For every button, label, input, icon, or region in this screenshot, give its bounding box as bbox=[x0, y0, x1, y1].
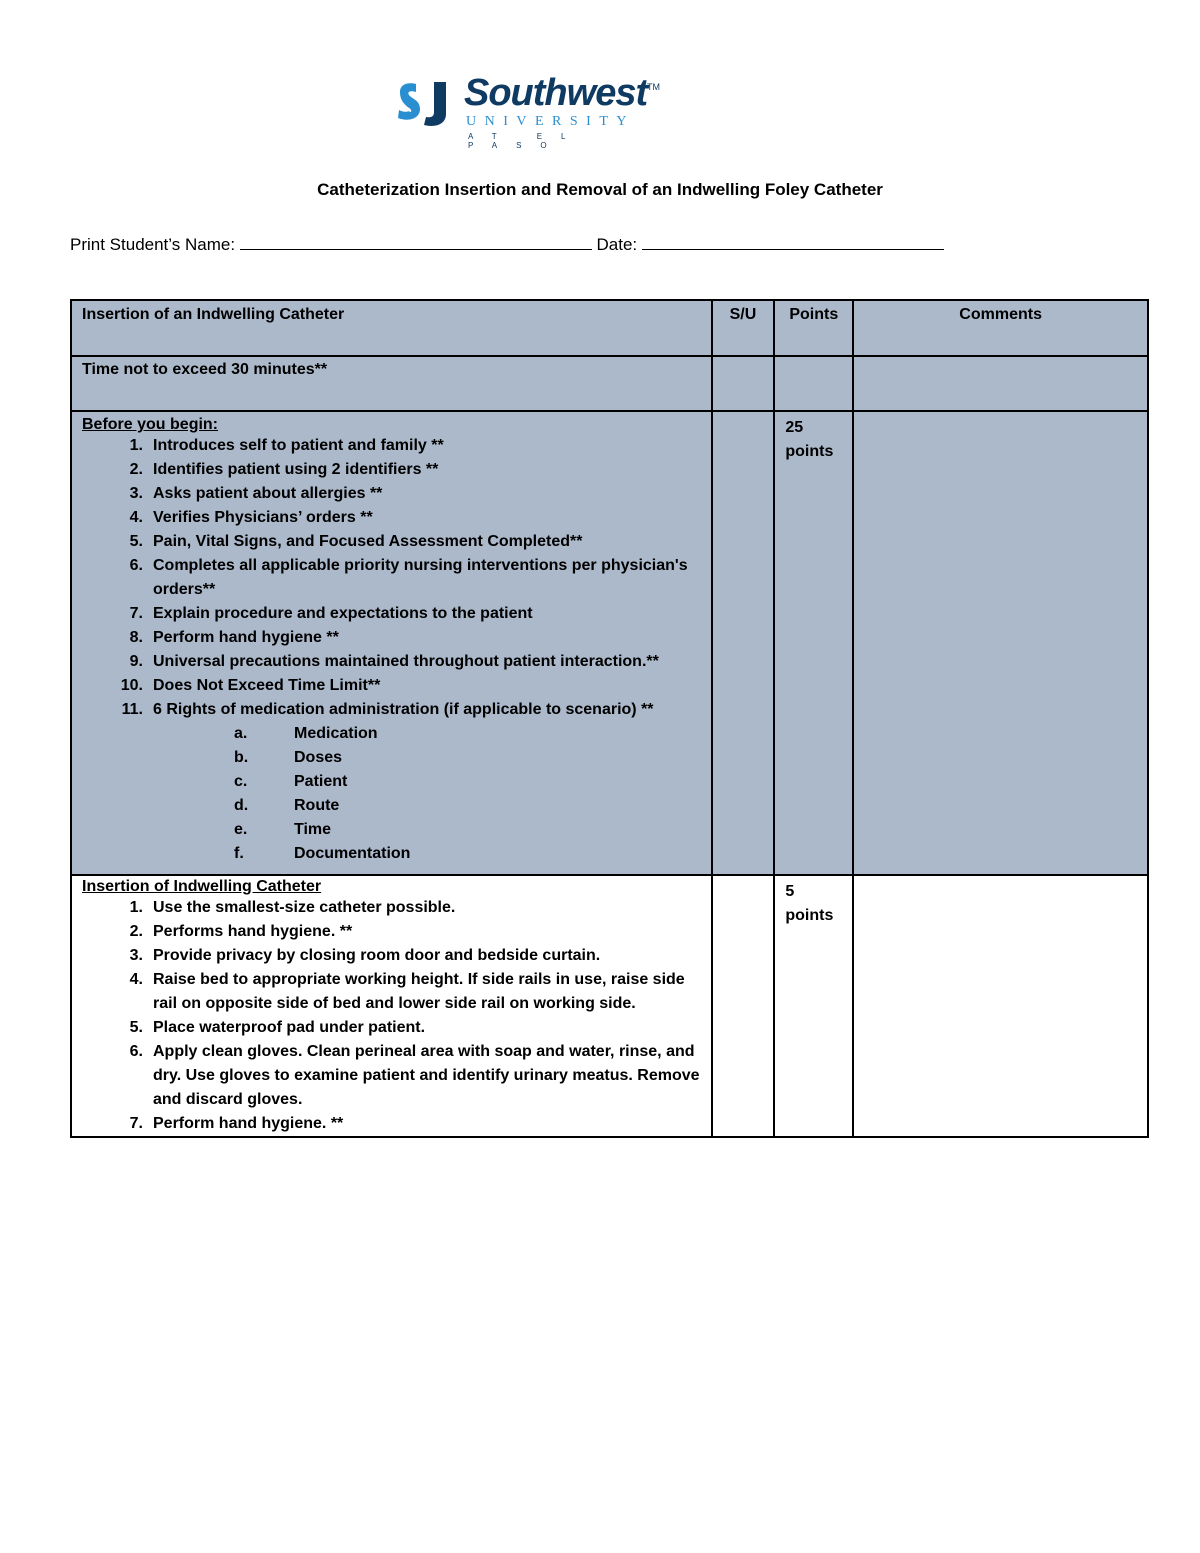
list-item: 6. Apply clean gloves. Clean perineal area with soap and water, rinse, and dry. Use gloves to examine patient and identify urinary meatus. Remove and discard gloves. bbox=[129, 1043, 700, 1108]
logo-location: AT EL PASO bbox=[468, 132, 585, 150]
header-comments: Comments bbox=[853, 300, 1148, 356]
time-limit-comments-cell[interactable] bbox=[853, 356, 1148, 411]
list-item: 8. Perform hand hygiene ** bbox=[129, 629, 339, 646]
before-you-begin-row bbox=[71, 411, 1148, 875]
list-item: 1. Introduces self to patient and family ** bbox=[129, 437, 444, 454]
list-item: 3. Provide privacy by closing room door and bedside curtain. bbox=[129, 947, 601, 964]
logo-trademark: TM bbox=[647, 82, 660, 92]
time-limit-points-cell bbox=[774, 356, 853, 411]
insertion-cell bbox=[71, 875, 712, 1137]
table-header-row bbox=[71, 300, 1148, 356]
medication-rights-list bbox=[82, 722, 701, 866]
list-item: 2. Identifies patient using 2 identifiers ** bbox=[129, 461, 439, 478]
header-points: Points bbox=[774, 300, 853, 356]
points-label: points bbox=[785, 443, 834, 460]
points-value: 5 bbox=[785, 883, 795, 900]
document-title: Catheterization Insertion and Removal of an Indwelling Foley Catheter bbox=[317, 180, 883, 199]
time-limit-text: Time not to exceed 30 minutes** bbox=[71, 356, 712, 411]
insertion-points-cell bbox=[774, 875, 853, 1137]
before-you-begin-cell bbox=[71, 411, 712, 875]
sub-list-item: a. Medication bbox=[234, 725, 378, 742]
insertion-comments-cell[interactable] bbox=[853, 875, 1148, 1137]
section-title: Before you begin: bbox=[82, 416, 219, 433]
list-item: 7. Explain procedure and expectations to the patient bbox=[129, 605, 533, 622]
points-value: 25 bbox=[785, 419, 804, 436]
list-item: 9. Universal precautions maintained throughout patient interaction.** bbox=[129, 653, 659, 670]
time-limit-su-cell[interactable] bbox=[712, 356, 775, 411]
header-task: Insertion of an Indwelling Catheter bbox=[71, 300, 712, 356]
sj-monogram-icon bbox=[396, 78, 462, 130]
before-steps-list bbox=[82, 434, 701, 866]
before-comments-cell[interactable] bbox=[853, 411, 1148, 875]
list-item: 2. Performs hand hygiene. ** bbox=[129, 923, 353, 940]
list-item: 7. Perform hand hygiene. ** bbox=[129, 1115, 344, 1132]
sub-list-item: f. Documentation bbox=[234, 845, 411, 862]
student-name-label: Print Student’s Name: bbox=[70, 235, 236, 254]
time-limit-row bbox=[71, 356, 1148, 411]
rubric-table bbox=[70, 299, 1149, 1138]
sub-list-item: b. Doses bbox=[234, 749, 343, 766]
logo-wordmark: Southwest bbox=[464, 72, 648, 114]
date-field[interactable] bbox=[642, 233, 944, 250]
points-label: points bbox=[785, 907, 834, 924]
sub-list-item: d. Route bbox=[234, 797, 340, 814]
date-label: Date: bbox=[596, 235, 638, 254]
logo-university: UNIVERSITY bbox=[466, 114, 635, 129]
list-item: 10. Does Not Exceed Time Limit** bbox=[120, 677, 381, 694]
header-su: S/U bbox=[712, 300, 775, 356]
insertion-su-cell[interactable] bbox=[712, 875, 775, 1137]
student-name-field[interactable] bbox=[240, 233, 592, 250]
sub-list-item: e. Time bbox=[234, 821, 332, 838]
list-item: 5. Pain, Vital Signs, and Focused Assessment Completed** bbox=[129, 533, 583, 550]
list-item: 1. Use the smallest-size catheter possible. bbox=[129, 899, 456, 916]
university-logo bbox=[396, 72, 666, 150]
sub-list-item: c. Patient bbox=[234, 773, 348, 790]
student-info-line bbox=[70, 233, 944, 255]
list-item: 11. 6 Rights of medication administration (if applicable to scenario) ** a. Medication b. Doses c. Patient d. Route e. Time f. Documentation bbox=[82, 698, 701, 866]
insertion-steps-list bbox=[82, 896, 701, 1136]
list-item: 4. Raise bed to appropriate working height. If side rails in use, raise side rail on opposite side of bed and lower side rail on working side. bbox=[129, 971, 685, 1012]
before-su-cell[interactable] bbox=[712, 411, 775, 875]
list-item: 4. Verifies Physicians’ orders ** bbox=[129, 509, 373, 526]
list-item: 3. Asks patient about allergies ** bbox=[129, 485, 383, 502]
list-item: 6. Completes all applicable priority nursing interventions per physician's orders** bbox=[129, 557, 688, 598]
section-title: Insertion of Indwelling Catheter bbox=[82, 878, 322, 895]
list-item: 5. Place waterproof pad under patient. bbox=[129, 1019, 426, 1036]
insertion-row bbox=[71, 875, 1148, 1137]
before-points-cell bbox=[774, 411, 853, 875]
